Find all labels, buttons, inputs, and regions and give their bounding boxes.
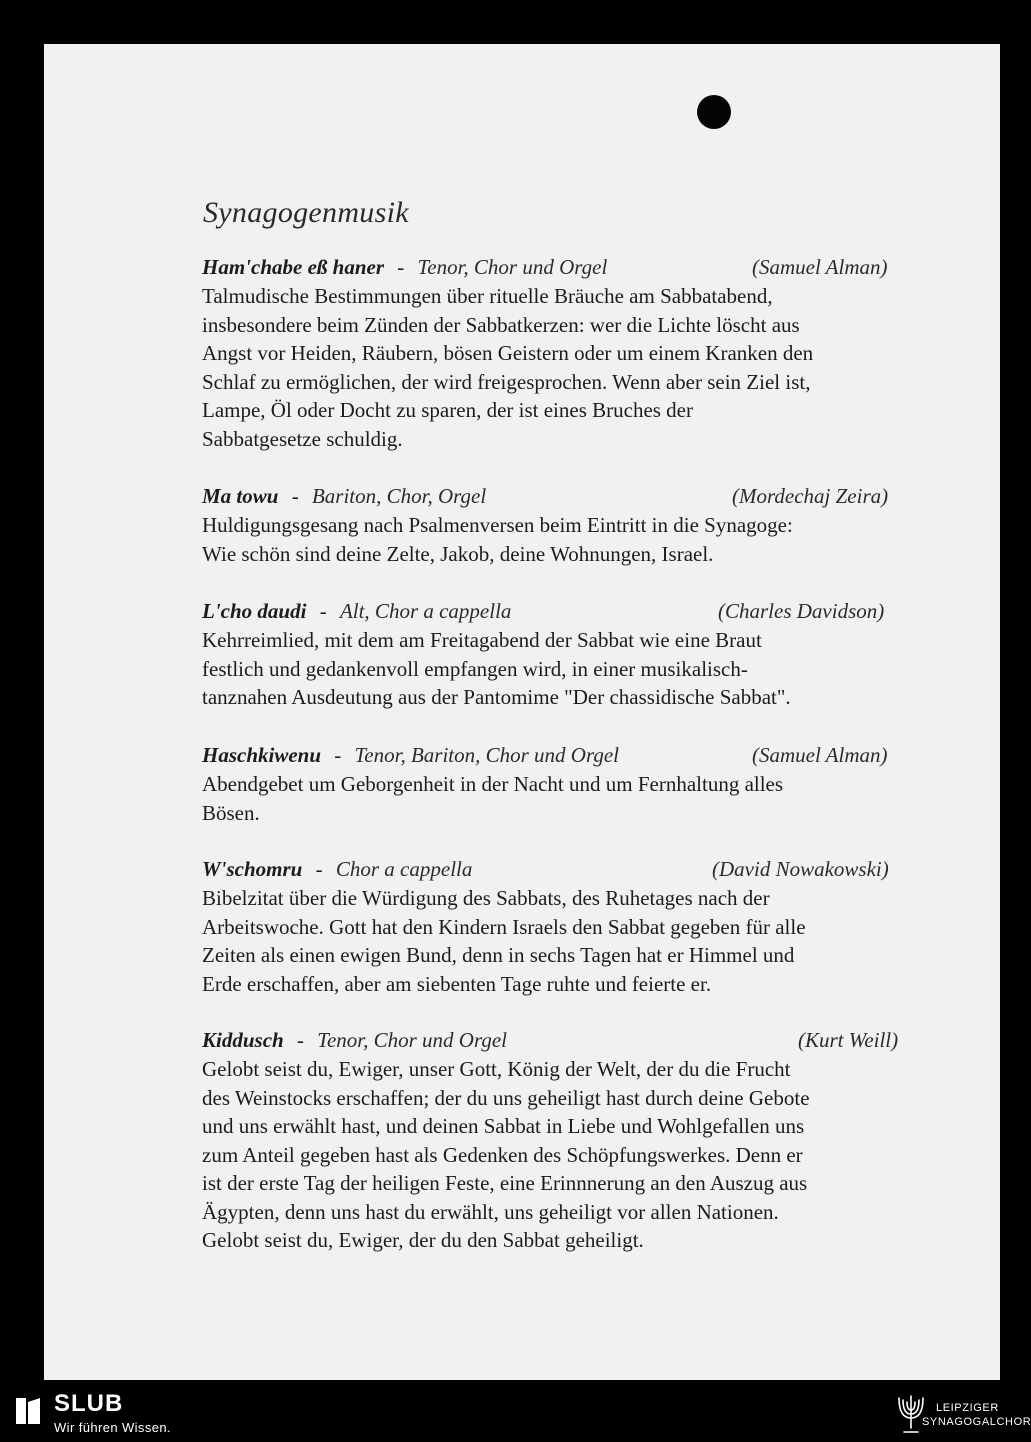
program-entry: [202, 597, 918, 712]
slub-brand[interactable]: SLUB: [54, 1390, 124, 1417]
description-line: Schlaf zu ermöglichen, der wird freigesprochen. Wenn aber sein Ziel ist,: [202, 369, 811, 394]
description-line: Gelobt seist du, Ewiger, unser Gott, König der Welt, der du die Frucht: [202, 1057, 791, 1081]
description-line: tanznahen Ausdeutung aus der Pantomime "Der chassidische Sabbat".: [202, 685, 791, 709]
piece-title: Ma towu: [202, 484, 279, 508]
description-line: Gelobt seist du, Ewiger, der du den Sabbat geheiligt.: [202, 1228, 644, 1252]
description-line: festlich und gedankenvoll empfangen wird, in einer musikalisch-: [202, 656, 748, 681]
entry-heading: [202, 482, 918, 511]
description-line: Huldigungsgesang nach Psalmenversen beim Eintritt in die Synagoge:: [202, 513, 793, 537]
program-entry: [202, 741, 918, 827]
piece-title: Haschkiwenu: [202, 743, 322, 767]
description-line: Abendgebet um Geborgenheit in der Nacht und um Fernhaltung alles: [202, 772, 784, 796]
piece-composer: (Samuel Alman): [752, 255, 888, 279]
description-line: Ägypten, denn uns hast du erwählt, uns geheiligt vor allen Nationen.: [202, 1199, 779, 1224]
description-line: Kehrreimlied, mit dem am Freitagabend der Sabbat wie eine Braut: [202, 628, 762, 652]
piece-description: [202, 282, 918, 453]
description-line: Angst vor Heiden, Räubern, bösen Geistern oder um einem Kranken den: [202, 341, 814, 365]
description-line: zum Anteil gegeben hast als Gedenken des Schöpfungswerkes. Denn er: [202, 1142, 803, 1167]
punch-hole: [697, 95, 731, 129]
description-line: insbesondere beim Zünden der Sabbatkerzen: wer die Lichte löscht aus: [202, 312, 800, 337]
piece-description: [202, 884, 918, 998]
piece-title: L'cho daudi: [202, 599, 307, 623]
description-line: des Weinstocks erschaffen; der du uns geheiligt hast durch deine Gebote: [202, 1085, 810, 1110]
piece-title: Ham'chabe eß haner: [202, 255, 384, 279]
heading-separator: -: [291, 484, 299, 508]
piece-composer: (David Nowakowski): [712, 857, 889, 881]
heading-separator: -: [315, 857, 323, 881]
program-entry: [202, 1026, 918, 1255]
description-line: Bösen.: [202, 800, 260, 825]
program-entry: [202, 253, 918, 453]
piece-title: W'schomru: [202, 857, 303, 881]
menorah-icon[interactable]: [894, 1392, 928, 1436]
description-line: Arbeitswoche. Gott hat den Kindern Israels den Sabbat gegeben für alle: [202, 914, 806, 939]
entry-heading: [202, 741, 918, 770]
heading-separator: -: [397, 255, 405, 279]
piece-voicing: Tenor, Bariton, Chor und Orgel: [354, 743, 620, 767]
description-line: Erde erschaffen, aber am siebenten Tage ruhte und feierte er.: [202, 971, 712, 996]
entry-heading: [202, 855, 918, 884]
piece-voicing: Tenor, Chor und Orgel: [417, 255, 608, 279]
heading-separator: -: [334, 743, 342, 767]
piece-composer: (Mordechaj Zeira): [732, 484, 889, 508]
description-line: Lampe, Öl oder Docht zu sparen, der ist eines Bruches der: [202, 398, 693, 422]
piece-description: [202, 511, 918, 568]
piece-composer: (Charles Davidson): [718, 599, 885, 623]
piece-description: [202, 770, 918, 827]
footer-bar: [0, 1380, 1031, 1442]
description-line: und uns erwählt hast, und deinen Sabbat in Liebe und Wohlgefallen uns: [202, 1114, 805, 1138]
choir-name-line1: LEIPZIGER: [936, 1402, 999, 1414]
heading-separator: -: [296, 1028, 304, 1052]
piece-description: [202, 626, 918, 712]
entry-heading: [202, 597, 918, 626]
program-entry: [202, 482, 918, 568]
slub-book-icon[interactable]: [14, 1396, 42, 1426]
page-title: Synagogenmusik: [203, 196, 409, 229]
description-line: Bibelzitat über die Würdigung des Sabbats, des Ruhetages nach der: [202, 886, 770, 910]
entry-heading: [202, 1026, 918, 1055]
description-line: Sabbatgesetze schuldig.: [202, 426, 403, 451]
piece-voicing: Bariton, Chor, Orgel: [311, 484, 487, 508]
description-line: Zeiten als einen ewigen Bund, denn in sechs Tagen hat er Himmel und: [202, 943, 795, 967]
description-line: Talmudische Bestimmungen über rituelle Bräuche am Sabbatabend,: [202, 284, 773, 308]
piece-composer: (Samuel Alman): [752, 743, 888, 767]
entry-heading: [202, 253, 918, 282]
description-line: ist der erste Tag der heiligen Feste, eine Erinnnerung an den Auszug aus: [202, 1171, 808, 1195]
piece-description: [202, 1055, 918, 1255]
heading-separator: -: [319, 599, 327, 623]
piece-voicing: Alt, Chor a cappella: [339, 599, 512, 623]
choir-name-line2: SYNAGOGALCHOR: [922, 1416, 1031, 1428]
program-entry: [202, 855, 918, 998]
piece-voicing: Tenor, Chor und Orgel: [317, 1028, 508, 1052]
description-line: Wie schön sind deine Zelte, Jakob, deine Wohnungen, Israel.: [202, 541, 714, 566]
slub-tagline: Wir führen Wissen.: [54, 1420, 172, 1435]
piece-title: Kiddusch: [202, 1028, 284, 1052]
piece-composer: (Kurt Weill): [798, 1028, 899, 1052]
piece-voicing: Chor a cappella: [335, 857, 473, 881]
